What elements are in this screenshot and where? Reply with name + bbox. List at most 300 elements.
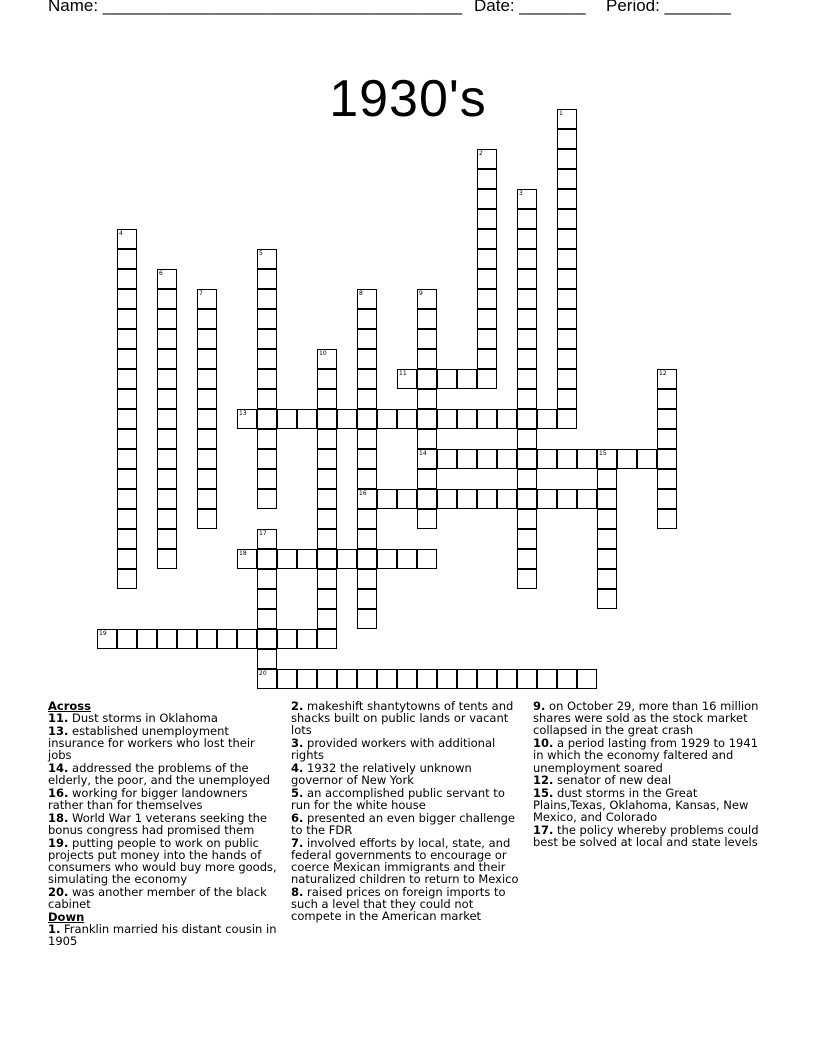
grid-cell[interactable] (297, 669, 317, 689)
grid-cell[interactable] (317, 509, 337, 529)
grid-cell[interactable] (317, 549, 337, 569)
grid-cell[interactable] (197, 389, 217, 409)
grid-cell[interactable] (257, 429, 277, 449)
grid-cell[interactable] (457, 409, 477, 429)
grid-cell[interactable] (417, 369, 437, 389)
grid-cell[interactable] (317, 409, 337, 429)
grid-cell[interactable] (457, 669, 477, 689)
grid-cell[interactable] (577, 669, 597, 689)
grid-cell[interactable] (197, 429, 217, 449)
grid-cell[interactable] (477, 249, 497, 269)
grid-cell[interactable] (157, 489, 177, 509)
grid-cell[interactable] (257, 249, 277, 269)
grid-cell[interactable] (317, 429, 337, 449)
grid-cell[interactable] (517, 269, 537, 289)
grid-cell[interactable] (517, 409, 537, 429)
grid-cell[interactable] (197, 629, 217, 649)
grid-cell[interactable] (557, 129, 577, 149)
grid-cell[interactable] (357, 389, 377, 409)
down-heading: Down (48, 909, 85, 924)
grid-cell[interactable] (477, 229, 497, 249)
grid-cell[interactable] (117, 269, 137, 289)
grid-cell[interactable] (297, 549, 317, 569)
grid-cell[interactable] (237, 409, 257, 429)
date-field[interactable]: Date: _______ (474, 0, 586, 15)
across-clue (48, 725, 280, 762)
grid-cell[interactable] (637, 449, 657, 469)
grid-cell[interactable] (597, 549, 617, 569)
grid-cell[interactable] (517, 329, 537, 349)
clue-text: addressed the problems of the elderly, the poor, and the unemployed (48, 761, 271, 788)
grid-cell[interactable] (257, 309, 277, 329)
across-heading: Across (48, 699, 91, 713)
grid-cell[interactable] (517, 369, 537, 389)
down-clue (533, 737, 765, 774)
grid-cell[interactable] (257, 349, 277, 369)
grid-cell[interactable] (517, 549, 537, 569)
grid-cell[interactable] (157, 529, 177, 549)
down-clue-list-continued (533, 700, 765, 848)
clue-number: 6. (291, 810, 304, 825)
grid-cell[interactable] (117, 249, 137, 269)
grid-cell[interactable] (237, 549, 257, 569)
grid-cell[interactable] (257, 369, 277, 389)
grid-cell[interactable] (357, 529, 377, 549)
across-clue (48, 837, 280, 886)
grid-cell[interactable] (257, 629, 277, 649)
grid-cell[interactable] (597, 509, 617, 529)
grid-cell[interactable] (337, 549, 357, 569)
grid-cell[interactable] (417, 469, 437, 489)
grid-cell[interactable] (477, 489, 497, 509)
down-clue (291, 787, 525, 811)
grid-cell[interactable] (557, 329, 577, 349)
grid-cell[interactable] (537, 669, 557, 689)
grid-cell[interactable] (657, 509, 677, 529)
clues-column-1 (48, 700, 280, 948)
clue-number: 1. (48, 922, 61, 937)
grid-cell[interactable] (477, 149, 497, 169)
clue-number: 7. (291, 835, 304, 850)
grid-cell[interactable] (317, 389, 337, 409)
grid-cell[interactable] (477, 189, 497, 209)
grid-cell[interactable] (297, 409, 317, 429)
grid-cell[interactable] (157, 509, 177, 529)
grid-cell[interactable] (297, 629, 317, 649)
grid-cell[interactable] (457, 489, 477, 509)
grid-cell[interactable] (377, 669, 397, 689)
grid-cell[interactable] (197, 409, 217, 429)
grid-cell[interactable] (197, 469, 217, 489)
grid-cell[interactable] (197, 449, 217, 469)
grid-cell[interactable] (517, 289, 537, 309)
clue-number: 10. (533, 736, 554, 751)
grid-cell[interactable] (397, 669, 417, 689)
grid-cell[interactable] (657, 389, 677, 409)
grid-cell[interactable] (277, 669, 297, 689)
grid-cell[interactable] (477, 349, 497, 369)
grid-cell[interactable] (597, 449, 617, 469)
grid-cell[interactable] (257, 589, 277, 609)
clue-number: 12. (533, 773, 554, 788)
grid-cell[interactable] (277, 629, 297, 649)
grid-cell[interactable] (597, 469, 617, 489)
clue-number: 15 (599, 450, 607, 457)
grid-cell[interactable] (337, 669, 357, 689)
grid-cell[interactable] (517, 209, 537, 229)
grid-cell[interactable] (557, 389, 577, 409)
grid-cell[interactable] (497, 449, 517, 469)
grid-cell[interactable] (357, 409, 377, 429)
grid-cell[interactable] (217, 629, 237, 649)
clue-text: provided workers with additional rights (291, 736, 496, 763)
down-clue (533, 787, 765, 824)
grid-cell[interactable] (417, 509, 437, 529)
grid-cell[interactable] (157, 269, 177, 289)
grid-cell[interactable] (437, 489, 457, 509)
page-title: 1930's (329, 69, 487, 128)
clue-number: 2 (479, 150, 483, 157)
name-field[interactable]: Name: ______________________________________ (48, 0, 463, 15)
clue-number: 14 (419, 450, 427, 457)
grid-cell[interactable] (157, 449, 177, 469)
grid-cell[interactable] (317, 589, 337, 609)
grid-cell[interactable] (377, 489, 397, 509)
grid-cell[interactable] (157, 289, 177, 309)
grid-cell[interactable] (477, 329, 497, 349)
grid-cell[interactable] (517, 449, 537, 469)
clue-number: 13 (239, 410, 247, 417)
grid-cell[interactable] (357, 329, 377, 349)
grid-cell[interactable] (137, 629, 157, 649)
grid-cell[interactable] (357, 549, 377, 569)
grid-cell[interactable] (117, 409, 137, 429)
grid-cell[interactable] (117, 329, 137, 349)
grid-cell[interactable] (157, 389, 177, 409)
grid-cell[interactable] (117, 349, 137, 369)
grid-cell[interactable] (557, 369, 577, 389)
grid-cell[interactable] (437, 409, 457, 429)
grid-cell[interactable] (577, 489, 597, 509)
grid-cell[interactable] (357, 489, 377, 509)
grid-cell[interactable] (357, 369, 377, 389)
clue-number: 18. (48, 810, 69, 825)
grid-cell[interactable] (357, 449, 377, 469)
grid-cell[interactable] (357, 669, 377, 689)
grid-cell[interactable] (557, 489, 577, 509)
grid-cell[interactable] (277, 409, 297, 429)
grid-cell[interactable] (177, 629, 197, 649)
grid-cell[interactable] (597, 529, 617, 549)
grid-cell[interactable] (257, 549, 277, 569)
clue-number: 5 (259, 250, 263, 257)
grid-cell[interactable] (257, 409, 277, 429)
grid-cell[interactable] (157, 629, 177, 649)
clue-text: dust storms in the Great Plains,Texas, Oklahoma, Kansas, New Mexico, and Colorado (533, 785, 749, 825)
grid-cell[interactable] (657, 469, 677, 489)
grid-cell[interactable] (557, 309, 577, 329)
grid-cell[interactable] (557, 449, 577, 469)
grid-cell[interactable] (477, 169, 497, 189)
grid-cell[interactable] (517, 669, 537, 689)
grid-cell[interactable] (497, 669, 517, 689)
grid-cell[interactable] (317, 529, 337, 549)
grid-cell[interactable] (97, 629, 117, 649)
clue-number: 12 (659, 370, 667, 377)
grid-cell[interactable] (397, 549, 417, 569)
grid-cell[interactable] (657, 409, 677, 429)
grid-cell[interactable] (257, 389, 277, 409)
down-clue (533, 700, 765, 737)
grid-cell[interactable] (417, 289, 437, 309)
clue-text: World War 1 veterans seeking the bonus congress had promised them (48, 810, 267, 838)
clue-number: 17 (259, 530, 267, 537)
clue-number: 20. (48, 885, 69, 900)
clue-text: working for bigger landowners rather than for themselves (48, 785, 248, 813)
grid-cell[interactable] (157, 329, 177, 349)
grid-cell[interactable] (417, 389, 437, 409)
grid-cell[interactable] (197, 329, 217, 349)
grid-cell[interactable] (457, 449, 477, 469)
grid-cell[interactable] (537, 409, 557, 429)
grid-cell[interactable] (377, 549, 397, 569)
grid-cell[interactable] (257, 649, 277, 669)
grid-cell[interactable] (357, 589, 377, 609)
period-field[interactable]: Period: _______ (606, 0, 731, 15)
grid-cell[interactable] (317, 369, 337, 389)
grid-cell[interactable] (557, 209, 577, 229)
grid-cell[interactable] (157, 549, 177, 569)
grid-cell[interactable] (477, 209, 497, 229)
grid-cell[interactable] (397, 409, 417, 429)
grid-cell[interactable] (117, 569, 137, 589)
grid-cell[interactable] (357, 509, 377, 529)
clue-number: 9. (533, 699, 546, 713)
grid-cell[interactable] (197, 489, 217, 509)
grid-cell[interactable] (417, 349, 437, 369)
grid-cell[interactable] (157, 429, 177, 449)
grid-cell[interactable] (317, 469, 337, 489)
grid-cell[interactable] (257, 489, 277, 509)
grid-cell[interactable] (117, 389, 137, 409)
grid-cell[interactable] (377, 409, 397, 429)
grid-cell[interactable] (417, 669, 437, 689)
grid-cell[interactable] (117, 529, 137, 549)
grid-cell[interactable] (557, 269, 577, 289)
grid-cell[interactable] (157, 469, 177, 489)
grid-cell[interactable] (597, 589, 617, 609)
clue-number: 10 (319, 350, 327, 357)
across-clue-list (48, 712, 280, 910)
grid-cell[interactable] (597, 489, 617, 509)
grid-cell[interactable] (557, 149, 577, 169)
grid-cell[interactable] (317, 609, 337, 629)
clue-text: Franklin married his distant cousin in 1905 (48, 922, 277, 949)
grid-cell[interactable] (357, 429, 377, 449)
clue-number: 20 (259, 670, 267, 677)
grid-cell[interactable] (557, 669, 577, 689)
clue-number: 4 (119, 230, 123, 237)
grid-cell[interactable] (517, 189, 537, 209)
grid-cell[interactable] (417, 329, 437, 349)
grid-cell[interactable] (477, 409, 497, 429)
down-clue (291, 762, 525, 786)
grid-cell[interactable] (197, 289, 217, 309)
grid-cell[interactable] (537, 449, 557, 469)
clue-number: 14. (48, 761, 69, 776)
grid-cell[interactable] (117, 429, 137, 449)
grid-cell[interactable] (397, 489, 417, 509)
grid-cell[interactable] (517, 569, 537, 589)
grid-cell[interactable] (317, 629, 337, 649)
clue-text: 1932 the relatively unknown governor of New York (291, 761, 472, 788)
grid-cell[interactable] (517, 529, 537, 549)
grid-cell[interactable] (117, 449, 137, 469)
grid-cell[interactable] (557, 109, 577, 129)
grid-cell[interactable] (317, 489, 337, 509)
grid-cell[interactable] (417, 309, 437, 329)
clue-text: a period lasting from 1929 to 1941 in which the economy faltered and unemployment soared (533, 736, 759, 775)
grid-cell[interactable] (517, 309, 537, 329)
grid-cell[interactable] (197, 309, 217, 329)
clue-number: 19 (99, 630, 107, 637)
clue-number: 6 (159, 270, 163, 277)
grid-cell[interactable] (417, 449, 437, 469)
grid-cell[interactable] (197, 509, 217, 529)
grid-cell[interactable] (257, 669, 277, 689)
grid-cell[interactable] (397, 369, 417, 389)
grid-cell[interactable] (157, 369, 177, 389)
grid-cell[interactable] (257, 609, 277, 629)
grid-cell[interactable] (337, 409, 357, 429)
grid-cell[interactable] (417, 549, 437, 569)
grid-cell[interactable] (257, 329, 277, 349)
grid-cell[interactable] (117, 549, 137, 569)
grid-cell[interactable] (417, 409, 437, 429)
grid-cell[interactable] (357, 569, 377, 589)
grid-cell[interactable] (557, 229, 577, 249)
clue-number: 1 (559, 110, 563, 117)
clue-text: an accomplished public servant to run for the white house (291, 785, 505, 813)
clue-text: makeshift shantytowns of tents and shacks built on public lands or vacant lots (291, 699, 514, 738)
grid-cell[interactable] (117, 629, 137, 649)
grid-cell[interactable] (277, 549, 297, 569)
grid-cell[interactable] (517, 249, 537, 269)
grid-cell[interactable] (117, 289, 137, 309)
clue-text: on October 29, more than 16 million shares were sold as the stock market collapsed in the great crash (533, 699, 759, 738)
down-clue-list-continued (291, 700, 525, 923)
grid-cell[interactable] (157, 309, 177, 329)
down-clue (48, 923, 280, 947)
grid-cell[interactable] (197, 369, 217, 389)
grid-cell[interactable] (657, 489, 677, 509)
grid-cell[interactable] (497, 489, 517, 509)
grid-cell[interactable] (557, 289, 577, 309)
grid-cell[interactable] (517, 349, 537, 369)
grid-cell[interactable] (617, 449, 637, 469)
grid-cell[interactable] (357, 309, 377, 329)
grid-cell[interactable] (557, 249, 577, 269)
grid-cell[interactable] (477, 269, 497, 289)
grid-cell[interactable] (357, 609, 377, 629)
grid-cell[interactable] (117, 489, 137, 509)
grid-cell[interactable] (437, 669, 457, 689)
grid-cell[interactable] (117, 309, 137, 329)
grid-cell[interactable] (257, 469, 277, 489)
grid-cell[interactable] (477, 369, 497, 389)
clue-text: Dust storms in Oklahoma (68, 711, 218, 726)
grid-cell[interactable] (257, 569, 277, 589)
grid-cell[interactable] (197, 349, 217, 369)
down-clue (291, 700, 525, 737)
down-clue (291, 812, 525, 836)
grid-cell[interactable] (597, 569, 617, 589)
grid-cell[interactable] (577, 449, 597, 469)
grid-cell[interactable] (557, 409, 577, 429)
grid-cell[interactable] (517, 509, 537, 529)
clue-number: 11. (48, 711, 69, 726)
grid-cell[interactable] (357, 289, 377, 309)
grid-cell[interactable] (457, 369, 477, 389)
grid-cell[interactable] (557, 169, 577, 189)
grid-cell[interactable] (117, 229, 137, 249)
grid-cell[interactable] (417, 429, 437, 449)
grid-cell[interactable] (517, 389, 537, 409)
across-clue (48, 886, 280, 910)
grid-cell[interactable] (257, 269, 277, 289)
grid-cell[interactable] (497, 409, 517, 429)
grid-cell[interactable] (517, 229, 537, 249)
grid-cell[interactable] (357, 469, 377, 489)
grid-cell[interactable] (437, 449, 457, 469)
grid-cell[interactable] (117, 369, 137, 389)
grid-cell[interactable] (517, 469, 537, 489)
grid-cell[interactable] (657, 369, 677, 389)
grid-cell[interactable] (157, 409, 177, 429)
grid-cell[interactable] (477, 309, 497, 329)
grid-cell[interactable] (257, 529, 277, 549)
grid-cell[interactable] (437, 369, 457, 389)
grid-cell[interactable] (517, 489, 537, 509)
clue-number: 9 (419, 290, 423, 297)
grid-cell[interactable] (157, 349, 177, 369)
grid-cell[interactable] (317, 349, 337, 369)
grid-cell[interactable] (257, 289, 277, 309)
grid-cell[interactable] (417, 489, 437, 509)
clue-number: 16 (359, 490, 367, 497)
grid-cell[interactable] (477, 289, 497, 309)
grid-cell[interactable] (557, 349, 577, 369)
grid-cell[interactable] (257, 449, 277, 469)
grid-cell[interactable] (317, 569, 337, 589)
grid-cell[interactable] (117, 469, 137, 489)
grid-cell[interactable] (477, 669, 497, 689)
clue-number: 3. (291, 736, 304, 751)
grid-cell[interactable] (477, 449, 497, 469)
grid-cell[interactable] (557, 189, 577, 209)
grid-cell[interactable] (517, 429, 537, 449)
grid-cell[interactable] (357, 349, 377, 369)
grid-cell[interactable] (657, 429, 677, 449)
clue-text: the policy whereby problems could best be solved at local and state levels (533, 823, 759, 850)
grid-cell[interactable] (657, 449, 677, 469)
grid-cell[interactable] (537, 489, 557, 509)
grid-cell[interactable] (317, 449, 337, 469)
grid-cell[interactable] (237, 629, 257, 649)
clue-text: senator of new deal (553, 773, 672, 788)
grid-cell[interactable] (117, 509, 137, 529)
grid-cell[interactable] (317, 669, 337, 689)
